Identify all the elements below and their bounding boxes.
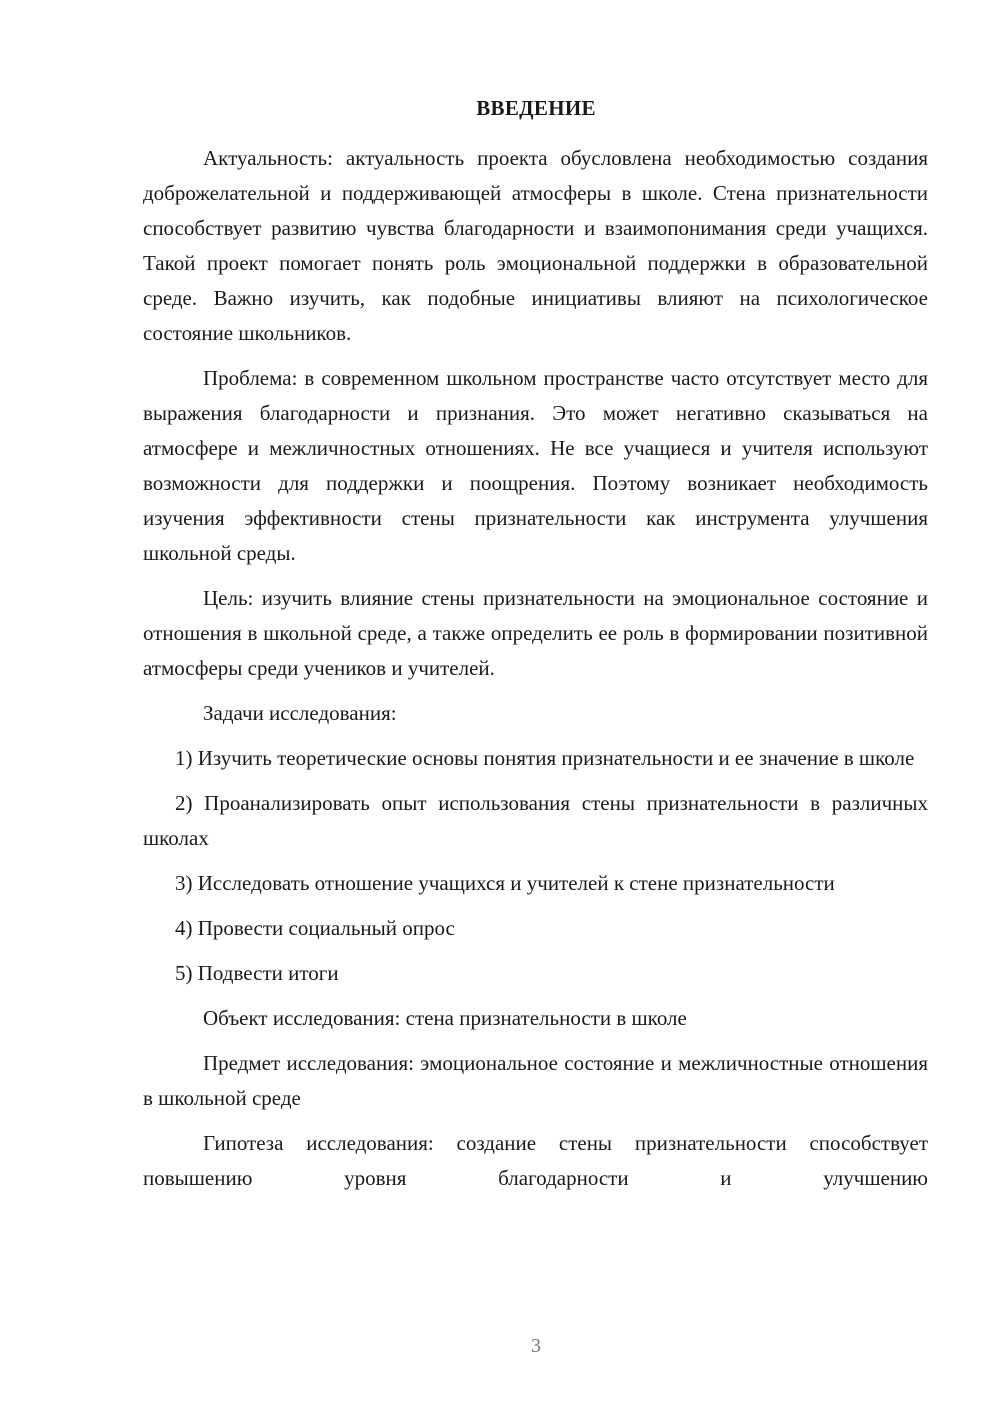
page-title: ВВЕДЕНИЕ — [476, 96, 596, 120]
task-item-4: 4) Провести социальный опрос — [175, 916, 455, 940]
object-paragraph: Объект исследования: стена признательности в школе — [203, 1006, 687, 1030]
task-item-3: 3) Исследовать отношение учащихся и учителей к стене признательности — [175, 871, 835, 895]
document-body — [143, 141, 928, 1206]
task-item-1: 1) Изучить теоретические основы понятия признательности и ее значение в школе — [175, 746, 915, 770]
relevance-paragraph: Актуальность: актуальность проекта обусловлена необходимостью создания доброжелательной и поддерживающей атмосферы в школе. Стена признательности способствует развитию чувства благодарности и взаимопонимания среди учащихся. Такой проект помогает понять роль эмоциональной поддержки в образовательной среде. Важно изучить, как подобные инициативы влияют на психологическое состояние школьников. — [143, 146, 928, 345]
page-number: 3 — [531, 1335, 541, 1357]
task-item-5: 5) Подвести итоги — [175, 961, 339, 985]
subject-paragraph: Предмет исследования: эмоциональное состояние и межличностные отношения в школьной среде — [143, 1051, 928, 1110]
task-item-2: 2) Проанализировать опыт использования стены признательности в различных школах — [143, 791, 928, 850]
hypothesis-paragraph: Гипотеза исследования: создание стены признательности способствует повышению уровня благодарности и улучшению — [143, 1131, 928, 1190]
goal-paragraph: Цель: изучить влияние стены признательности на эмоциональное состояние и отношения в школьной среде, а также определить ее роль в формировании позитивной атмосферы среди учеников и учителей. — [143, 586, 928, 680]
tasks-title: Задачи исследования: — [203, 701, 397, 725]
problem-paragraph: Проблема: в современном школьном пространстве часто отсутствует место для выражения благодарности и признания. Это может негативно сказываться на атмосфере и межличностных отношениях. Не все учащиеся и учителя используют возможности для поддержки и поощрения. Поэтому возникает необходимость изучения эффективности стены признательности как инструмента улучшения школьной среды. — [143, 366, 928, 565]
